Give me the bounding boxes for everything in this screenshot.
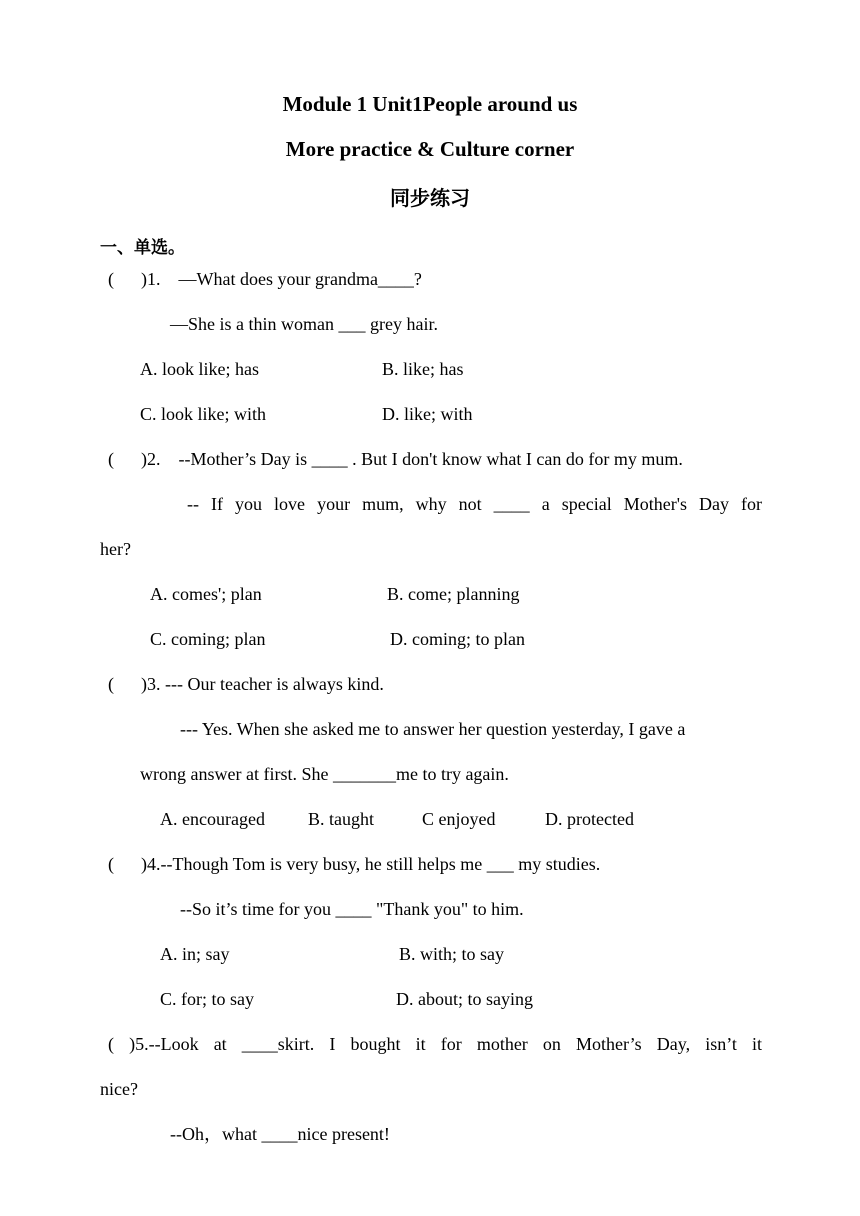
q2-reply-continued: her?: [100, 539, 131, 559]
q3-option-c: C enjoyed: [422, 809, 496, 829]
q1-option-b: B. like; has: [382, 359, 464, 379]
q1-stem: ( )1. —What does your grandma____?: [108, 269, 422, 289]
section-heading-single-choice: 一、单选。: [100, 238, 185, 258]
q3-reply-continued: wrong answer at first. She _______me to try again.: [140, 764, 509, 784]
q5-stem: ( )5.--Look at ____skirt. I bought it for mother on Mother’s Day, isn’t it: [108, 1034, 762, 1054]
q4-reply: --So it’s time for you ____ "Thank you" to him.: [180, 899, 524, 919]
q2-option-c: C. coming; plan: [150, 629, 266, 649]
q2-option-d: D. coming; to plan: [390, 629, 525, 649]
q4-option-a: A. in; say: [160, 944, 230, 964]
q3-option-a: A. encouraged: [160, 809, 265, 829]
q4-stem: ( )4.--Though Tom is very busy, he still helps me ___ my studies.: [108, 854, 601, 874]
q1-option-d: D. like; with: [382, 404, 473, 424]
q3-stem: ( )3. --- Our teacher is always kind.: [108, 674, 384, 694]
q1-option-a: A. look like; has: [140, 359, 259, 379]
q2-option-b: B. come; planning: [387, 584, 520, 604]
title-subtitle: More practice & Culture corner: [285, 137, 575, 161]
q5-stem-continued: nice?: [100, 1079, 138, 1099]
q2-reply: -- If you love your mum, why not ____ a special Mother's Day for: [187, 494, 762, 514]
q1-reply: —She is a thin woman ___ grey hair.: [170, 314, 438, 334]
q5-reply: --Oh，what ____nice present!: [170, 1124, 390, 1144]
q2-option-a: A. comes'; plan: [150, 584, 262, 604]
q4-option-b: B. with; to say: [399, 944, 505, 964]
q3-option-d: D. protected: [545, 809, 634, 829]
q1-option-c: C. look like; with: [140, 404, 266, 424]
q4-option-c: C. for; to say: [160, 989, 254, 1009]
q3-reply: --- Yes. When she asked me to answer her question yesterday, I gave a: [180, 719, 686, 739]
title-sync-practice: 同步练习: [390, 186, 470, 210]
q4-option-d: D. about; to saying: [396, 989, 533, 1009]
q2-stem: ( )2. --Mother’s Day is ____ . But I don't know what I can do for my mum.: [108, 449, 683, 469]
title-module: Module 1 Unit1People around us: [282, 92, 578, 116]
q3-option-b: B. taught: [308, 809, 374, 829]
